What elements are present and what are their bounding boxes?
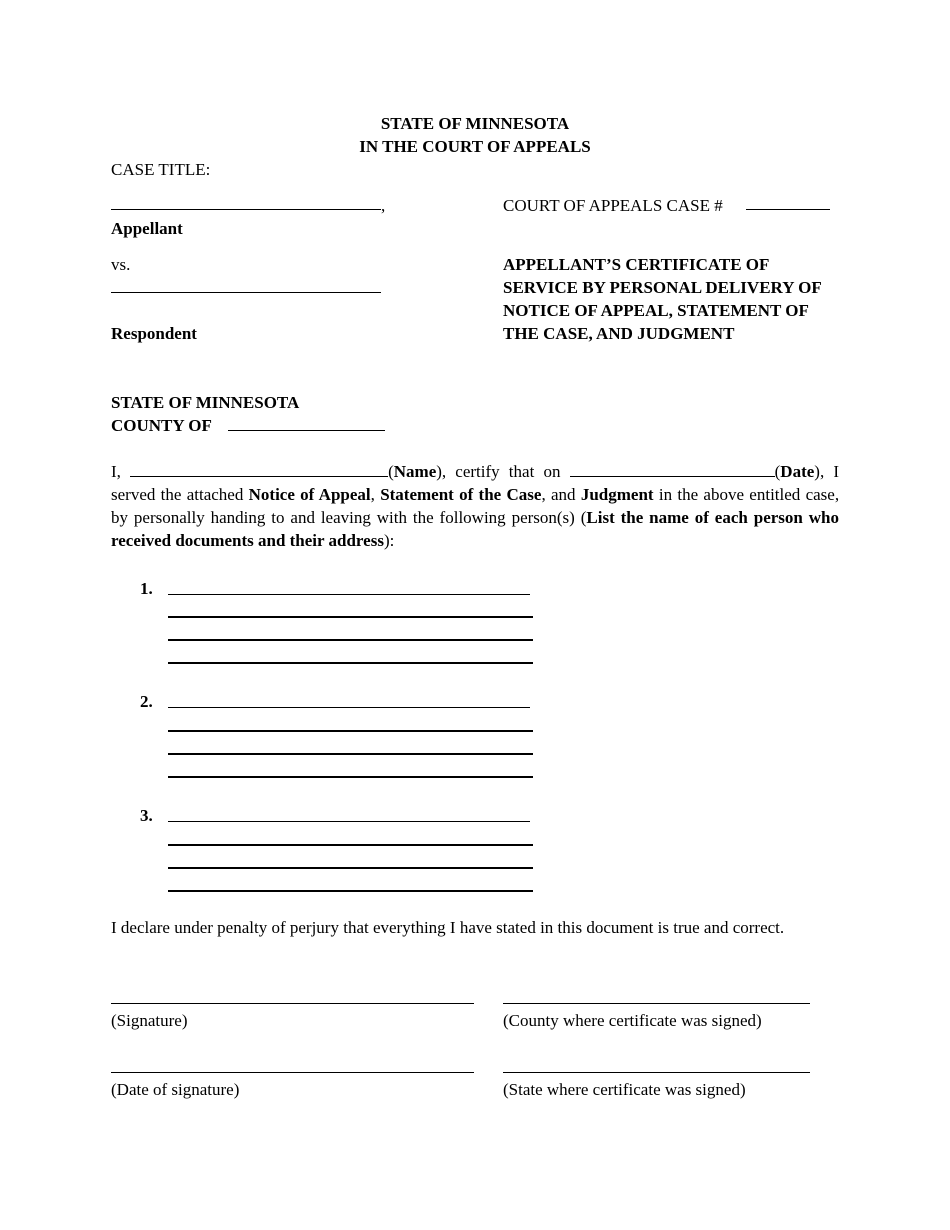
comma-and: , and [541,485,576,504]
recipient-line[interactable] [168,594,530,595]
case-number-label: COURT OF APPEALS CASE # [503,196,723,215]
name-open-paren: ( [388,462,394,481]
recipient-line[interactable] [168,890,533,892]
case-number-blank[interactable] [746,209,830,210]
after-date-text: ), I served the attached [111,462,840,504]
state-signed-label: (State where certificate was signed) [503,1080,746,1099]
recipient-line[interactable] [168,867,533,869]
cert-rest: in the above entitled case, by personally handing to and leaving with the following person(s) ( [111,485,840,527]
recipient-line[interactable] [168,844,533,846]
recipient-number: 3. [140,806,153,825]
county-signed-label: (County where certificate was signed) [503,1011,762,1030]
comma-1: , [370,485,375,504]
recipient-line[interactable] [168,821,530,822]
recipient-number: 1. [140,579,153,598]
cert-i: I, [111,462,121,481]
signature-label: (Signature) [111,1011,188,1030]
county-blank[interactable] [228,430,385,431]
recipient-line[interactable] [168,639,533,641]
recipient-line[interactable] [168,707,530,708]
appellant-label: Appellant [111,219,183,238]
list-instruction: List the name of each person who received documents and their address [111,508,839,550]
recipient-line[interactable] [168,753,533,755]
venue-county-label: COUNTY OF [111,416,212,435]
after-name-text: ), certify that on [436,462,561,481]
recipient-line[interactable] [168,616,533,618]
vs-label: vs. [111,255,131,274]
perjury-declaration: I declare under penalty of perjury that everything I have stated in this document is true and correct. [111,918,785,937]
date-hint: Date [780,462,815,481]
statement-of-case: Statement of the Case [380,485,542,504]
recipient-line[interactable] [168,776,533,778]
name-hint: Name [393,462,437,481]
notice-of-appeal: Notice of Appeal [248,485,371,504]
document-title: APPELLANT’S CERTIFICATE OF SERVICE BY PERSONAL DELIVERY OF NOTICE OF APPEAL, STATEMENT OF THE CASE, AND JUDGMENT [503,255,822,343]
recipient-number: 2. [140,692,153,711]
recipient-line[interactable] [168,662,533,664]
respondent-label: Respondent [111,324,197,343]
server-name-blank[interactable] [130,460,388,477]
county-signed-line[interactable] [503,1003,810,1004]
service-date-blank[interactable] [570,460,775,477]
date-open-paren: ( [774,462,781,481]
header-state: STATE OF MINNESOTA [380,114,570,133]
state-signed-line[interactable] [503,1072,810,1073]
judgment: Judgment [580,485,654,504]
respondent-name-blank[interactable] [111,292,381,293]
venue-state: STATE OF MINNESOTA [111,393,300,412]
certification-paragraph [111,460,839,552]
signature-date-line[interactable] [111,1072,474,1073]
cert-close: ): [383,531,395,550]
appellant-name-blank[interactable] [111,209,381,210]
header-court: IN THE COURT OF APPEALS [359,137,591,156]
case-title-label: CASE TITLE: [111,160,211,179]
signature-date-label: (Date of signature) [111,1080,240,1099]
appellant-comma: , [381,196,386,215]
signature-line[interactable] [111,1003,474,1004]
recipient-line[interactable] [168,730,533,732]
